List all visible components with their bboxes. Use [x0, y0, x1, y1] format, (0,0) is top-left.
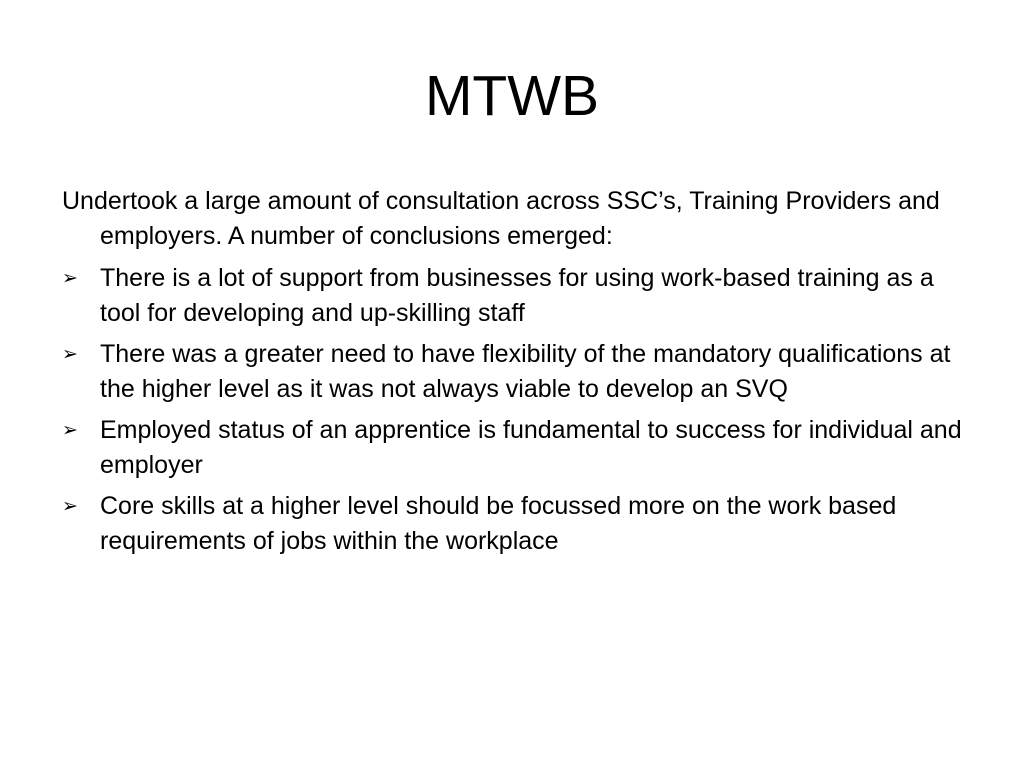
bullet-list — [62, 261, 962, 558]
bullet-text: Core skills at a higher level should be focussed more on the work based requirements of jobs within the workplace — [100, 492, 897, 555]
arrowhead-bullet-icon: ➢ — [62, 267, 78, 289]
slide-body — [62, 184, 962, 565]
bullet-item — [62, 261, 962, 330]
bullet-item — [62, 489, 962, 558]
arrowhead-bullet-icon: ➢ — [62, 495, 78, 517]
slide-title: MTWB — [424, 64, 600, 128]
intro-paragraph: Undertook a large amount of consultation across SSC’s, Training Providers and employers. A number of conclusions emerged: — [62, 187, 940, 250]
bullet-text: There is a lot of support from businesses for using work-based training as a tool for developing and up-skilling staff — [100, 264, 934, 327]
bullet-item — [62, 337, 962, 406]
bullet-text: There was a greater need to have flexibility of the mandatory qualifications at the higher level as it was not always viable to develop an SVQ — [100, 340, 951, 403]
bullet-item — [62, 413, 962, 482]
arrowhead-bullet-icon: ➢ — [62, 343, 78, 365]
arrowhead-bullet-icon: ➢ — [62, 419, 78, 441]
bullet-text: Employed status of an apprentice is fundamental to success for individual and employer — [100, 416, 962, 479]
